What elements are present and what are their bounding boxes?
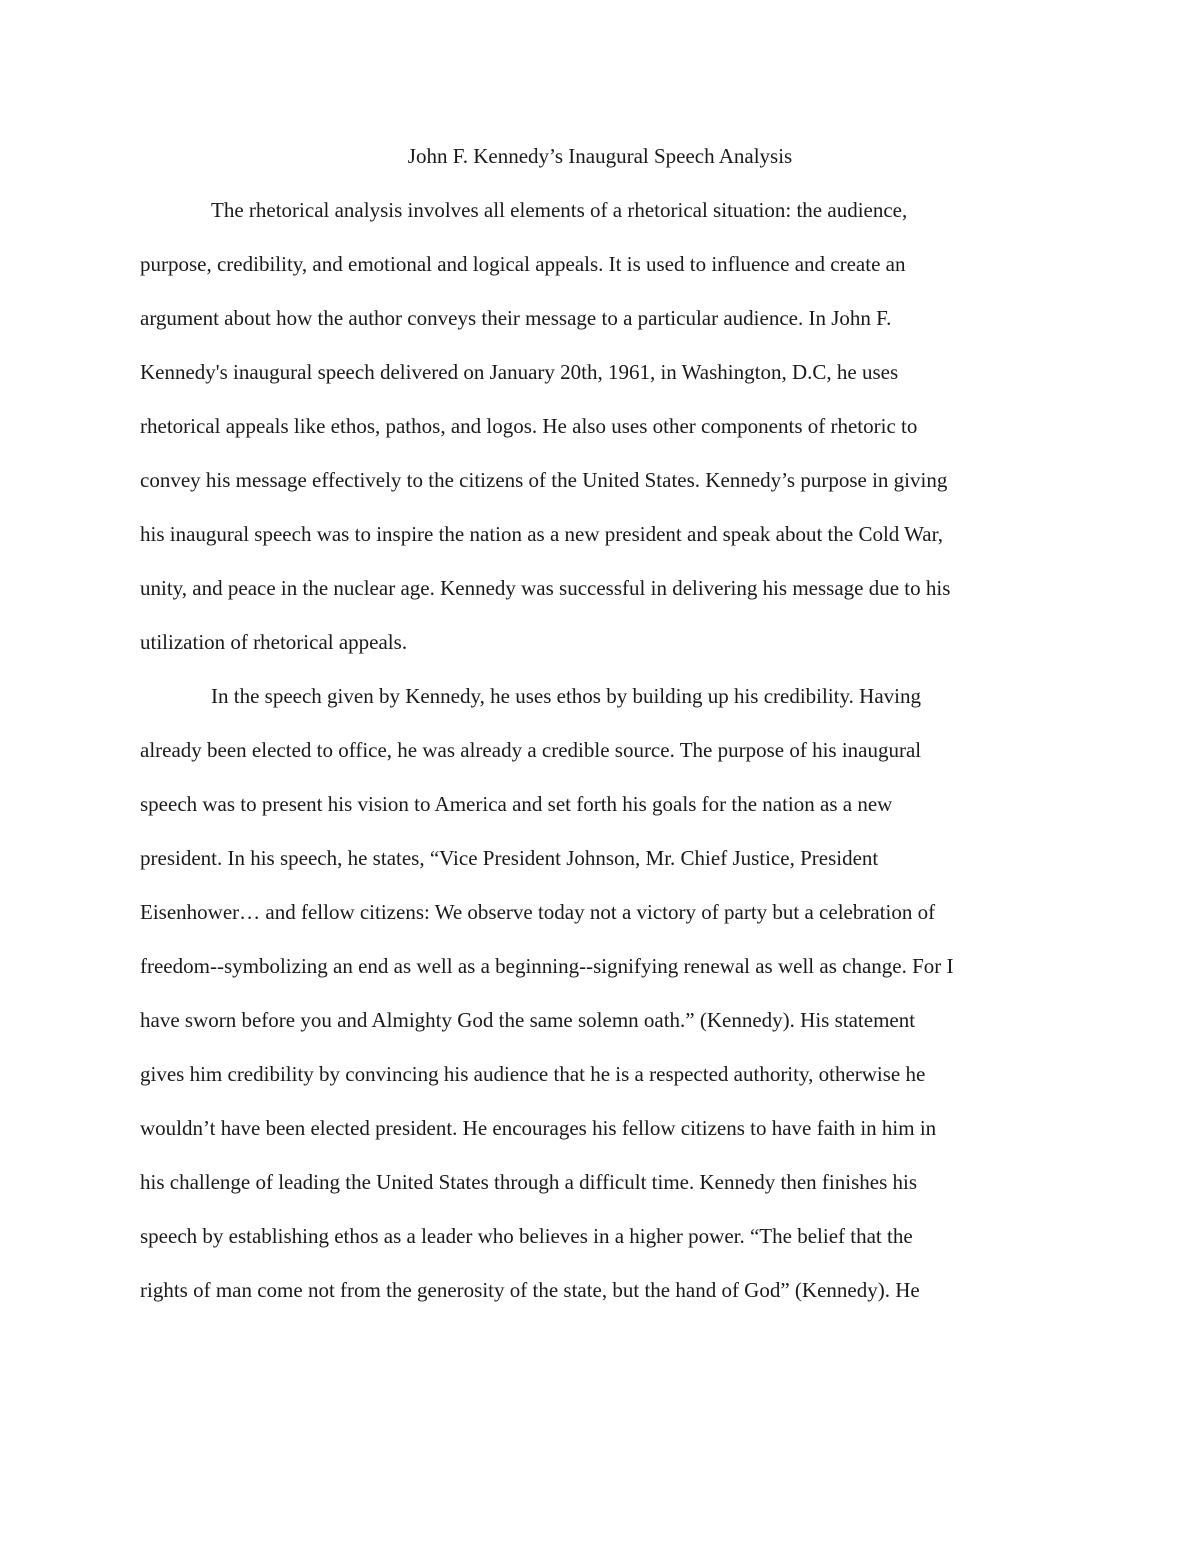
paragraph-1-line-6: convey his message effectively to the citizens of the United States. Kennedy’s purpose in giving (140, 468, 948, 492)
paragraph-1-line-2: purpose, credibility, and emotional and logical appeals. It is used to influence and create an (140, 252, 906, 276)
paragraph-2-line-3: speech was to present his vision to America and set forth his goals for the nation as a new (140, 792, 893, 816)
paragraph-1-line-7: his inaugural speech was to inspire the nation as a new president and speak about the Cold War, (140, 522, 944, 546)
document-title: John F. Kennedy’s Inaugural Speech Analysis (407, 144, 793, 168)
paragraph-1-line-8: unity, and peace in the nuclear age. Kennedy was successful in delivering his message due to his (140, 576, 951, 600)
paragraph-2-line-6: freedom--symbolizing an end as well as a beginning--signifying renewal as well as change. For I (140, 954, 954, 978)
paragraph-2-line-4: president. In his speech, he states, “Vice President Johnson, Mr. Chief Justice, President (140, 846, 879, 870)
paragraph-1-line-3: argument about how the author conveys their message to a particular audience. In John F. (140, 306, 892, 330)
paragraph-2-line-7: have sworn before you and Almighty God the same solemn oath.” (Kennedy). His statement (140, 1008, 916, 1032)
paragraph-2-line-12: rights of man come not from the generosity of the state, but the hand of God” (Kennedy). He (140, 1278, 920, 1302)
paragraph-2-line-8: gives him credibility by convincing his audience that he is a respected authority, otherwise he (140, 1062, 926, 1086)
paragraph-2-line-9: wouldn’t have been elected president. He encourages his fellow citizens to have faith in him in (140, 1116, 937, 1140)
paragraph-2-line-1: In the speech given by Kennedy, he uses ethos by building up his credibility. Having (211, 684, 921, 708)
paragraph-2-line-10: his challenge of leading the United States through a difficult time. Kennedy then finishes his (140, 1170, 918, 1194)
paragraph-1-line-5: rhetorical appeals like ethos, pathos, and logos. He also uses other components of rhetoric to (140, 414, 918, 438)
paragraph-2-line-2: already been elected to office, he was already a credible source. The purpose of his inaugural (140, 738, 922, 762)
paragraph-1-line-1: The rhetorical analysis involves all elements of a rhetorical situation: the audience, (211, 198, 908, 222)
paragraph-1-line-4: Kennedy's inaugural speech delivered on January 20th, 1961, in Washington, D.C, he uses (140, 360, 899, 384)
paragraph-1-line-9: utilization of rhetorical appeals. (140, 630, 408, 654)
paragraph-2-line-11: speech by establishing ethos as a leader who believes in a higher power. “The belief that the (140, 1224, 913, 1248)
paragraph-2-line-5: Eisenhower… and fellow citizens: We observe today not a victory of party but a celebration of (140, 900, 936, 924)
